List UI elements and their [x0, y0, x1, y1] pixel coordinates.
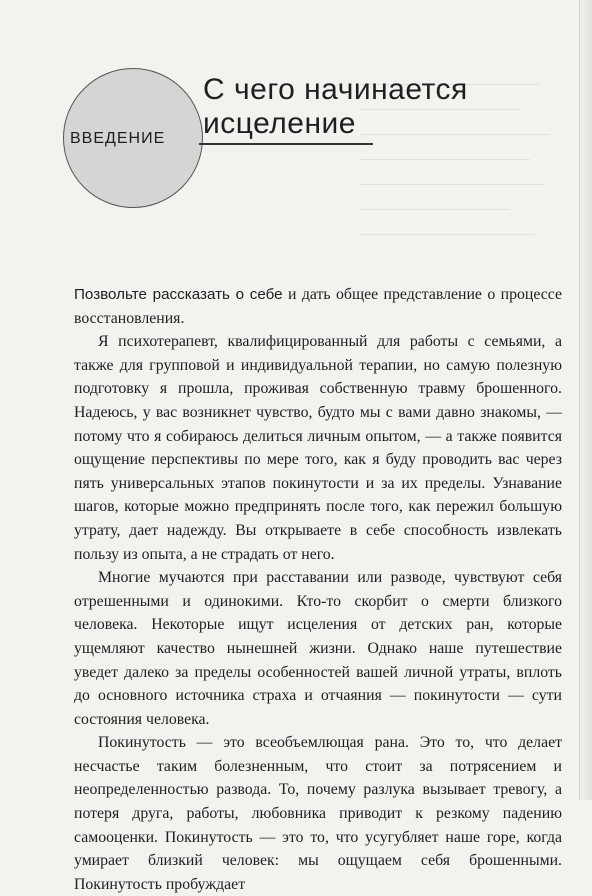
- paragraph-2: Я психотерапевт, квалифицированный для работы с семьями, а также для групповой и индивидуальной терапии, но самую полезную подготовку я прошла, проживая собственную травму брошенного. Надеюсь, у вас возникнет чувство, будто мы с вами давно знакомы, — потому что я собираюсь делиться личным опытом, — а также появится ощущение перспективы по мере того, как я буду проводить вас через пять универсальных этапов покинутости и за их пределы. Узнавание шагов, которые можно предпринять после того, как пережил большую утрату, дает надежду. Вы открываете в себе способность извлекать пользу из опыта, а не страдать от него.: [74, 333, 562, 563]
- paragraph-3: Многие мучаются при расставании или разводе, чувствуют себя отрешенными и одинокими. Кто-то скорбит о смерти близкого человека. Некоторые ищут исцеления от детских ран, которые ущемляют качество нынешней жизни. Однако наше путешествие уведет далеко за пределы особенностей вашей личной утраты, вплоть до основного источника страха и отчаяния — покинутости — сути состояния человека.: [74, 569, 562, 728]
- lead-in-text: Позвольте рассказать о себе: [74, 286, 283, 303]
- paragraph-1-text: и дать общее представление о процессе восстановления.: [74, 286, 562, 327]
- page-edge-shadow: [578, 0, 592, 800]
- chapter-title-line-2: исцеление: [203, 107, 356, 140]
- paragraph-4: Покинутость — это всеобъемлющая рана. Это то, что делает несчастье таким болезненным, что стоит за потрясением и неопределенностью развода. То, почему разлука вызывает тревогу, а потеря друга, работы, любовника приводит к резкому падению самооценки. Покинутость — это то, что усугубляет наше горе, когда умирает близкий человек: мы ощущаем себя брошенными. Покинутость пробуждает: [74, 734, 562, 893]
- chapter-rule: [199, 143, 373, 145]
- chapter-label: ВВЕДЕНИЕ: [70, 130, 166, 147]
- paragraph-1: [74, 283, 562, 330]
- chapter-title: [203, 73, 468, 141]
- body-text: [74, 283, 562, 896]
- chapter-title-line-1: С чего начинается: [203, 73, 468, 106]
- page-edge-rule: [579, 0, 580, 800]
